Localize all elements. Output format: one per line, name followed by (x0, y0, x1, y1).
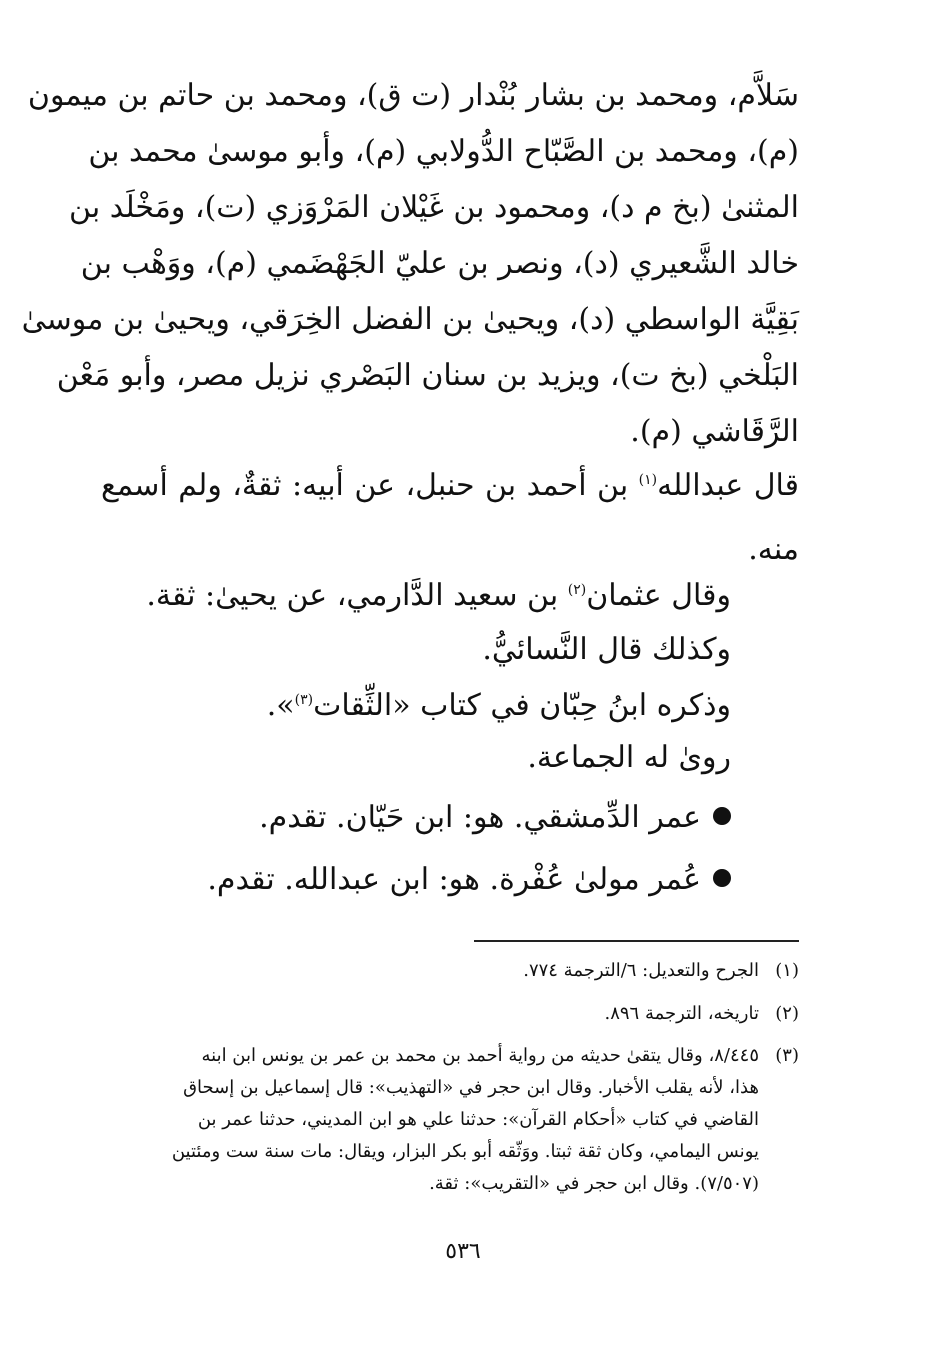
footnote-number: (٣) (775, 1045, 799, 1066)
entry-umar-mawla-ufra (111, 852, 731, 908)
entry-umar-dimashqi (111, 790, 731, 846)
text-line: سَلاَّم، ومحمد بن بشار بُنْدار (ت ق)، ومحمد بن حاتم بن ميمون (27, 78, 799, 113)
footnote-row (101, 998, 799, 1030)
text-fragment: وذكره ابنُ حِبّان في كتاب «الثِّقات (313, 688, 731, 723)
text-line: المثنىٰ (بخ م د)، ومحمود بن غَيْلان المَرْوَزي (ت)، ومَخْلَد بن (69, 190, 799, 225)
footnote-text (101, 998, 759, 1030)
text-line: الرَّقَاشي (م). (630, 414, 799, 449)
paragraph-end-line: منه. (748, 532, 799, 567)
page-number: ٥٣٦ (445, 1239, 481, 1264)
footnote-line: الجرح والتعديل: ٦/الترجمة ٧٧٤. (523, 960, 759, 981)
footnote-3 (101, 1040, 799, 1200)
text-fragment: ». (266, 688, 295, 723)
entry-text: عمر الدِّمشقي. هو: ابن حَيّان. تقدم. (259, 800, 701, 835)
footnote-line: ٨/٤٤٥، وقال يتقىٰ حديثه من رواية أحمد بن محمد بن عمر بن يونس ابن ابنه (201, 1045, 759, 1066)
text-line: بَقِيَّة الواسطي (د)، ويحيىٰ بن الفضل الخِرَقي، ويحيىٰ بن موسىٰ (21, 302, 799, 337)
text-line: البَلْخي (بخ ت)، ويزيد بن سنان البَصْري نزيل مصر، وأبو مَعْن (56, 358, 799, 393)
uthman-quote-line (111, 568, 731, 624)
footnote-line: القاضي في كتاب «أحكام القرآن»: حدثنا علي هو ابن المديني، حدثنا عمر بن (197, 1109, 759, 1130)
text-fragment: بن سعيد الدَّارمي، عن يحيىٰ: ثقة. (146, 578, 568, 613)
ahmad-quote-paragraph (101, 458, 799, 514)
footnote-ref-1[interactable]: (١) (638, 472, 658, 488)
text-line: خالد الشَّعيري (د)، ونصر بن عليّ الجَهْضَمي (م)، ووَهْب بن (80, 246, 799, 281)
ibn-hibban-line (111, 678, 731, 734)
footnote-line: (٧/٥٠٧). وقال ابن حجر في «التقريب»: ثقة. (429, 1173, 759, 1194)
footnote-line: هذا، لأنه يقلب الأخبار. وقال ابن حجر في «التهذيب»: قال إسماعيل بن إسحاق (183, 1077, 759, 1098)
footnote-text (101, 1040, 759, 1200)
text-line (101, 458, 799, 514)
footnote-text (101, 955, 759, 987)
footnote-2 (101, 998, 799, 1030)
footnote-row (101, 955, 799, 987)
text-fragment: قال عبدالله (657, 468, 799, 503)
jamaah-line: روىٰ له الجماعة. (527, 740, 731, 775)
footnote-divider (474, 940, 799, 942)
footnote-number: (١) (775, 960, 799, 981)
bullet-icon (713, 807, 731, 825)
footnote-row (101, 1040, 799, 1200)
text-line: (م)، ومحمد بن الصَّبّاح الدُّولابي (م)، وأبو موسىٰ محمد بن (88, 134, 799, 169)
text-fragment: وقال عثمان (586, 578, 731, 613)
entry-text: عُمر مولىٰ عُفْرة. هو: ابن عبدالله. تقدم. (207, 862, 701, 897)
bullet-icon (713, 869, 731, 887)
footnote-1 (101, 955, 799, 987)
footnote-line: يونس اليمامي، وكان ثقة ثبتا. ووَثّقه أبو بكر البزار، ويقال: مات سنة ست ومئتين (171, 1141, 759, 1162)
footnote-ref-3[interactable]: (٣) (294, 692, 314, 708)
footnote-line: تاريخه، الترجمة ٨٩٦. (604, 1003, 759, 1024)
nasai-line: وكذلك قال النَّسائيُّ. (482, 632, 731, 667)
footnote-ref-2[interactable]: (٢) (567, 582, 587, 598)
text-fragment: بن أحمد بن حنبل، عن أبيه: ثقةٌ، ولم أسمع (101, 468, 639, 503)
footnote-number: (٢) (775, 1003, 799, 1024)
narrators-paragraph (21, 68, 799, 460)
